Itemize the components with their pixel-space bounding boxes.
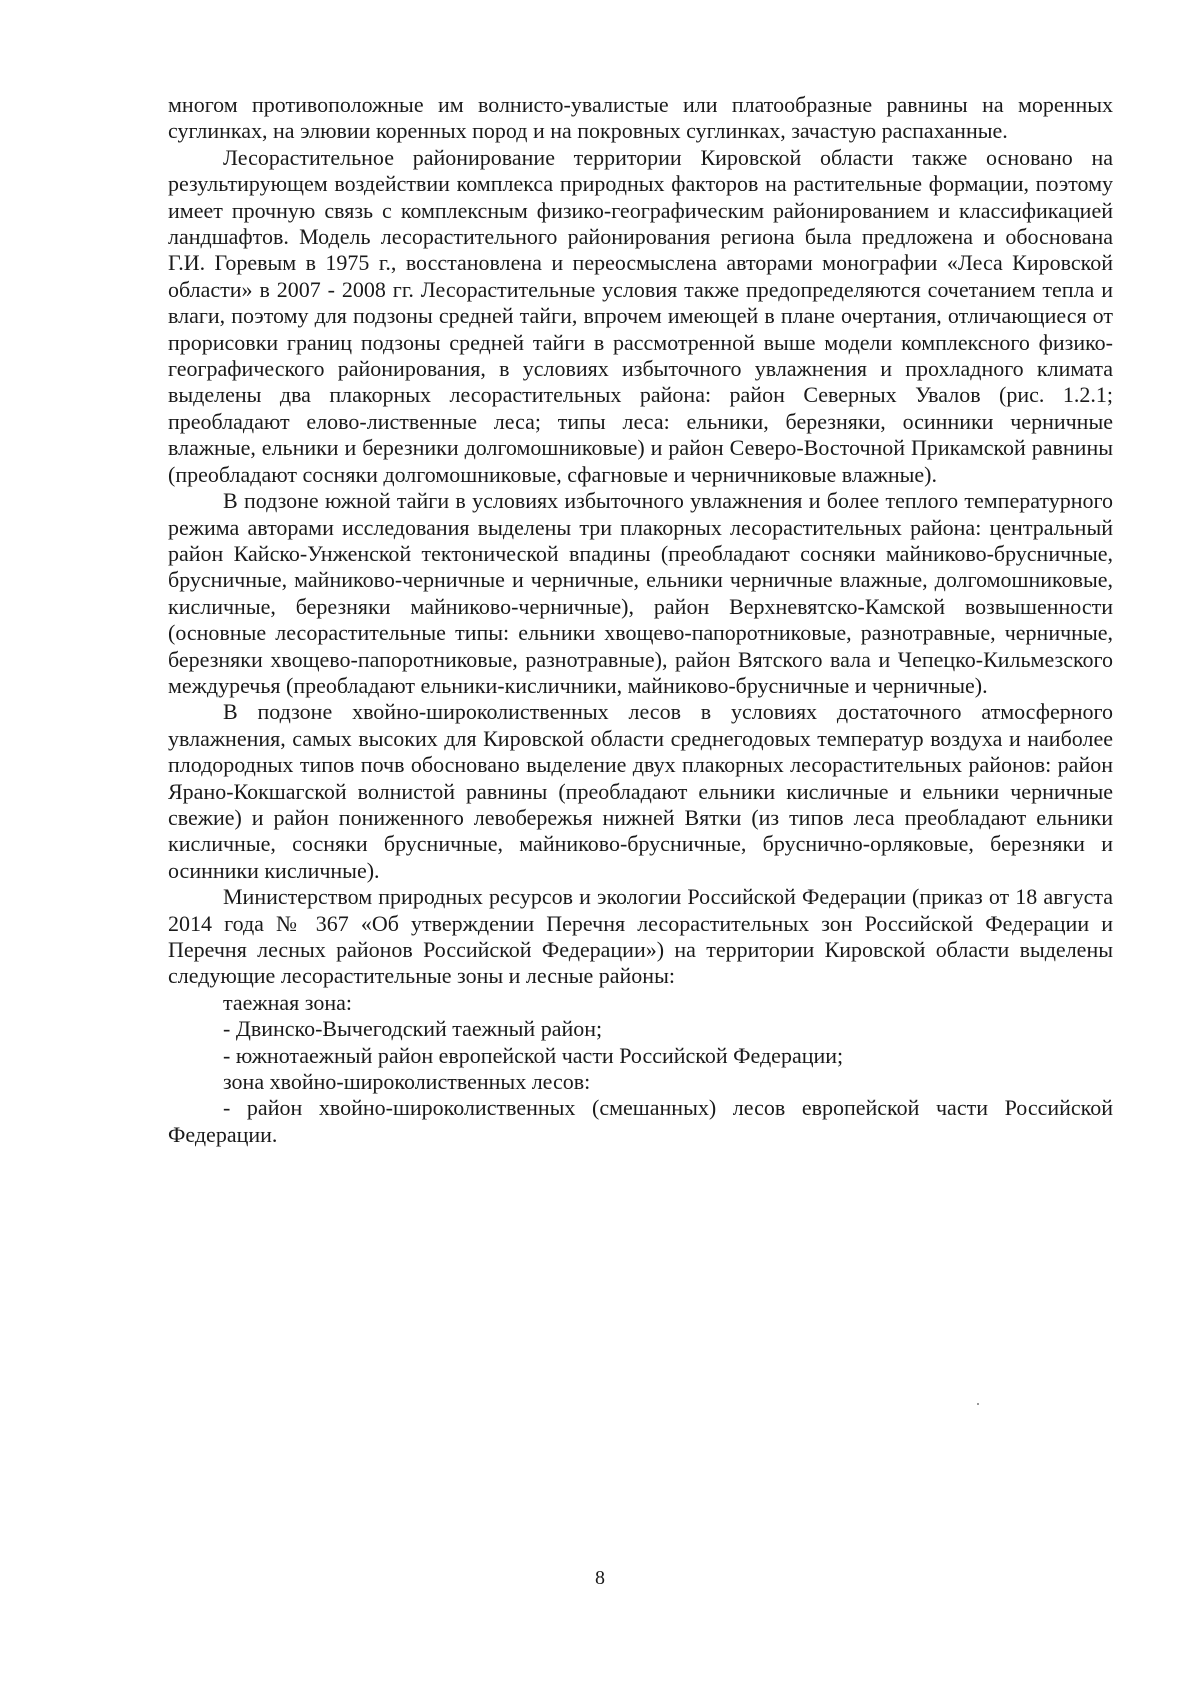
list-item-mixed-forest-zone: зона хвойно-широколиственных лесов: [223,1069,591,1095]
paragraph-forest-zoning-model: Лесорастительное районирование территории Кировской области также основано на результирующем воздействии комплекса природных факторов на растительные формации, поэтому имеет прочную связь с комплексным физико-географическим районированием и классификацией ландшафтов. Модель лесорастительного районирования региона была предложена и обоснована Г.И. Горевым в 1975 г., восстановлена и переосмыслена авторами монографии «Леса Кировской области» в 2007 - 2008 гг. Лесорастительные условия также предопределяются сочетанием тепла и влаги, поэтому для подзоны средней тайги, впрочем имеющей в плане очертания, отличающиеся от прорисовки границ подзоны средней тайги в рассмотренной выше модели комплексного физико-географического районирования, в условиях избыточного увлажнения и прохладного климата выделены два плакорных лесорастительных района: район Северных Увалов (рис. 1.2.1; преобладают елово-лиственные леса; типы леса: ельники, березняки, осинники черничные влажные, ельники и березники долгомошниковые) и район Северо-Восточной Прикамской равнины (преобладают сосняки долгомошниковые, сфагновые и черничниковые влажные). [168,144,1113,487]
list-item-mixed-forest-region: - район хвойно-широколиственных (смешанных) лесов европейской части Российской Федерации. [168,1095,1113,1147]
list-item-south-taiga-region: - южнотаежный район европейской части Российской Федерации; [223,1042,844,1068]
paragraph-ministry-order: Министерством природных ресурсов и экологии Российской Федерации (приказ от 18 августа 2014 года № 367 «Об утверждении Перечня лесорастительных зон Российской Федерации и Перечня лесных районов Российской Федерации») на территории Кировской области выделены следующие лесорастительные зоны и лесные районы: [168,884,1113,989]
paragraph-southern-taiga: В подзоне южной тайги в условиях избыточного увлажнения и более теплого температурного режима авторами исследования выделены три плакорных лесорастительных района: центральный район Кайско-Унженской тектонической впадины (преобладают сосняки майниково-брусничные, брусничные, майниково-черничные и черничные, ельники черничные влажные, долгомошниковые, кисличные, березняки майниково-черничные), район Верхневятско-Камской возвышенности (основные лесорастительные типы: ельники хвощево-папоротниковые, разнотравные, черничные, березняки хвощево-папоротниковые, разнотравные), район Вятского вала и Чепецко-Кильмезского междуречья (преобладают ельники-кисличники, майниково-брусничные и черничные). [168,488,1113,698]
forest-zones-list [168,990,1113,1148]
list-item-taiga-zone: таежная зона: [223,989,352,1015]
paragraph-plains-continuation: многом противоположные им волнисто-увалистые или платообразные равнины на моренных суглинках, на элювии коренных пород и на покровных суглинках, зачастую распаханные. [168,92,1113,144]
scan-speck [977,1403,979,1405]
document-body [168,92,1113,1148]
page-number: 8 [595,1567,605,1589]
list-item-dvinsko-vychegodsky: - Двинско-Вычегодский таежный район; [223,1016,603,1042]
paragraph-mixed-forests: В подзоне хвойно-широколиственных лесов в условиях достаточного атмосферного увлажнения, самых высоких для Кировской области среднегодовых температур воздуха и наиболее плодородных типов почв обосновано выделение двух плакорных лесорастительных районов: район Ярано-Кокшагской волнистой равнины (преобладают ельники кисличные и ельники черничные свежие) и район пониженного левобережья нижней Вятки (из типов леса преобладают ельники кисличные, сосняки брусничные, майниково-брусничные, бруснично-орляковые, березняки и осинники кисличные). [168,699,1113,883]
